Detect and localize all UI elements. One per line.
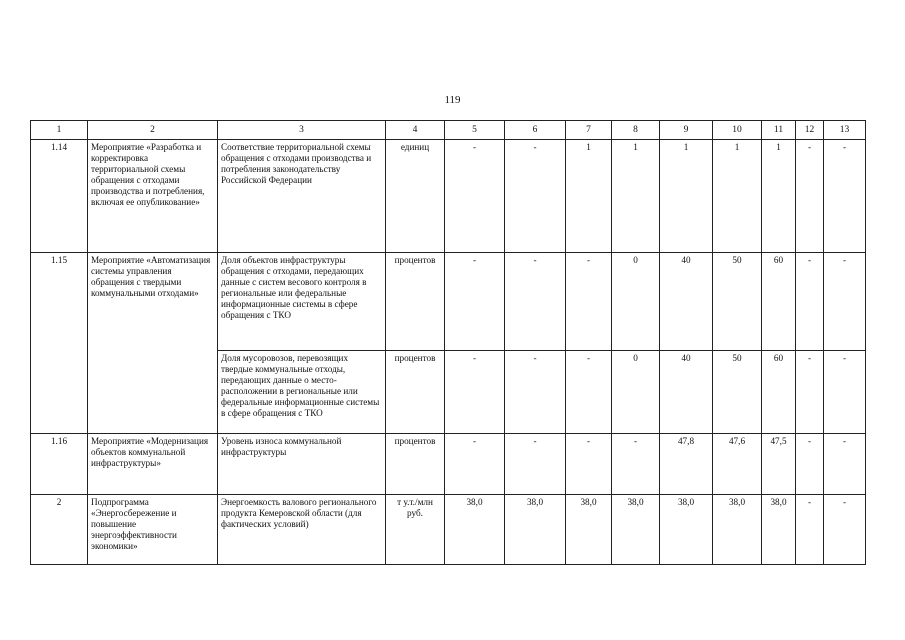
indicator-name: Соответствие территориальной схемы обращения с отходами производства и потребления законодательству Российской Федерации bbox=[218, 140, 386, 253]
row-number: 1.16 bbox=[31, 434, 88, 495]
value-cell: 60 bbox=[762, 351, 796, 434]
value-cell: 47,8 bbox=[660, 434, 713, 495]
indicator-name: Доля мусоровозов, перевозящих твердые коммунальные отходы, передающих данные о место-расположении в региональные или федеральные информационные системы в сфере обращения с ТКО bbox=[218, 351, 386, 434]
value-cell: - bbox=[445, 434, 505, 495]
value-cell: - bbox=[796, 253, 824, 351]
value-cell: - bbox=[796, 351, 824, 434]
header-cell: 12 bbox=[796, 121, 824, 140]
unit: единиц bbox=[386, 140, 445, 253]
row-number: 2 bbox=[31, 495, 88, 565]
value-cell: - bbox=[824, 434, 866, 495]
value-cell: 0 bbox=[612, 351, 660, 434]
value-cell: 38,0 bbox=[566, 495, 612, 565]
value-cell: - bbox=[612, 434, 660, 495]
value-cell: - bbox=[824, 253, 866, 351]
value-cell: 47,6 bbox=[713, 434, 762, 495]
value-cell: 1 bbox=[660, 140, 713, 253]
value-cell: 38,0 bbox=[713, 495, 762, 565]
header-cell: 10 bbox=[713, 121, 762, 140]
value-cell: 38,0 bbox=[505, 495, 566, 565]
header-cell: 1 bbox=[31, 121, 88, 140]
table-row bbox=[31, 434, 866, 495]
value-cell: - bbox=[796, 434, 824, 495]
indicator-name: Энергоемкость валового регионального продукта Кемеровской области (для фактических условий) bbox=[218, 495, 386, 565]
unit: процентов bbox=[386, 351, 445, 434]
row-number: 1.15 bbox=[31, 253, 88, 434]
event-name: Мероприятие «Разработка и корректировка территориальной схемы обращения с отходами производства и потребления, включая ее опубликование» bbox=[88, 140, 218, 253]
value-cell: - bbox=[505, 140, 566, 253]
value-cell: 40 bbox=[660, 351, 713, 434]
value-cell: 38,0 bbox=[445, 495, 505, 565]
table-header-row bbox=[31, 121, 866, 140]
value-cell: - bbox=[566, 434, 612, 495]
value-cell: 38,0 bbox=[612, 495, 660, 565]
indicators-table bbox=[30, 120, 866, 565]
value-cell: - bbox=[824, 495, 866, 565]
unit: т у.т./млн руб. bbox=[386, 495, 445, 565]
event-name: Подпрограмма «Энергосбережение и повышение энергоэффективности экономики» bbox=[88, 495, 218, 565]
value-cell: - bbox=[505, 351, 566, 434]
page-number: 119 bbox=[444, 94, 461, 106]
value-cell: 1 bbox=[762, 140, 796, 253]
value-cell: 50 bbox=[713, 351, 762, 434]
value-cell: - bbox=[445, 351, 505, 434]
header-cell: 2 bbox=[88, 121, 218, 140]
indicator-name: Доля объектов инфраструктуры обращения с отходами, передающих данные с систем весового контроля в региональные или федеральные информационные системы в сфере обращения с ТКО bbox=[218, 253, 386, 351]
header-cell: 8 bbox=[612, 121, 660, 140]
value-cell: 50 bbox=[713, 253, 762, 351]
value-cell: 0 bbox=[612, 253, 660, 351]
header-cell: 3 bbox=[218, 121, 386, 140]
header-cell: 7 bbox=[566, 121, 612, 140]
value-cell: - bbox=[445, 140, 505, 253]
value-cell: - bbox=[566, 253, 612, 351]
event-name: Мероприятие «Модернизация объектов коммунальной инфраструктуры» bbox=[88, 434, 218, 495]
header-cell: 5 bbox=[445, 121, 505, 140]
value-cell: - bbox=[824, 140, 866, 253]
value-cell: - bbox=[824, 351, 866, 434]
value-cell: 1 bbox=[713, 140, 762, 253]
header-cell: 9 bbox=[660, 121, 713, 140]
value-cell: - bbox=[796, 495, 824, 565]
header-cell: 11 bbox=[762, 121, 796, 140]
table-row bbox=[31, 253, 866, 351]
value-cell: - bbox=[445, 253, 505, 351]
unit: процентов bbox=[386, 434, 445, 495]
value-cell: 40 bbox=[660, 253, 713, 351]
value-cell: - bbox=[505, 434, 566, 495]
value-cell: - bbox=[566, 351, 612, 434]
value-cell: 38,0 bbox=[660, 495, 713, 565]
unit: процентов bbox=[386, 253, 445, 351]
value-cell: 1 bbox=[566, 140, 612, 253]
value-cell: - bbox=[796, 140, 824, 253]
header-cell: 13 bbox=[824, 121, 866, 140]
value-cell: 47,5 bbox=[762, 434, 796, 495]
table-row bbox=[31, 495, 866, 565]
event-name: Мероприятие «Автоматизация системы управления обращения с твердыми коммунальными отходами» bbox=[88, 253, 218, 434]
indicator-name: Уровень износа коммунальной инфраструктуры bbox=[218, 434, 386, 495]
value-cell: 1 bbox=[612, 140, 660, 253]
value-cell: 60 bbox=[762, 253, 796, 351]
header-cell: 4 bbox=[386, 121, 445, 140]
row-number: 1.14 bbox=[31, 140, 88, 253]
value-cell: - bbox=[505, 253, 566, 351]
value-cell: 38,0 bbox=[762, 495, 796, 565]
header-cell: 6 bbox=[505, 121, 566, 140]
table-row bbox=[31, 140, 866, 253]
